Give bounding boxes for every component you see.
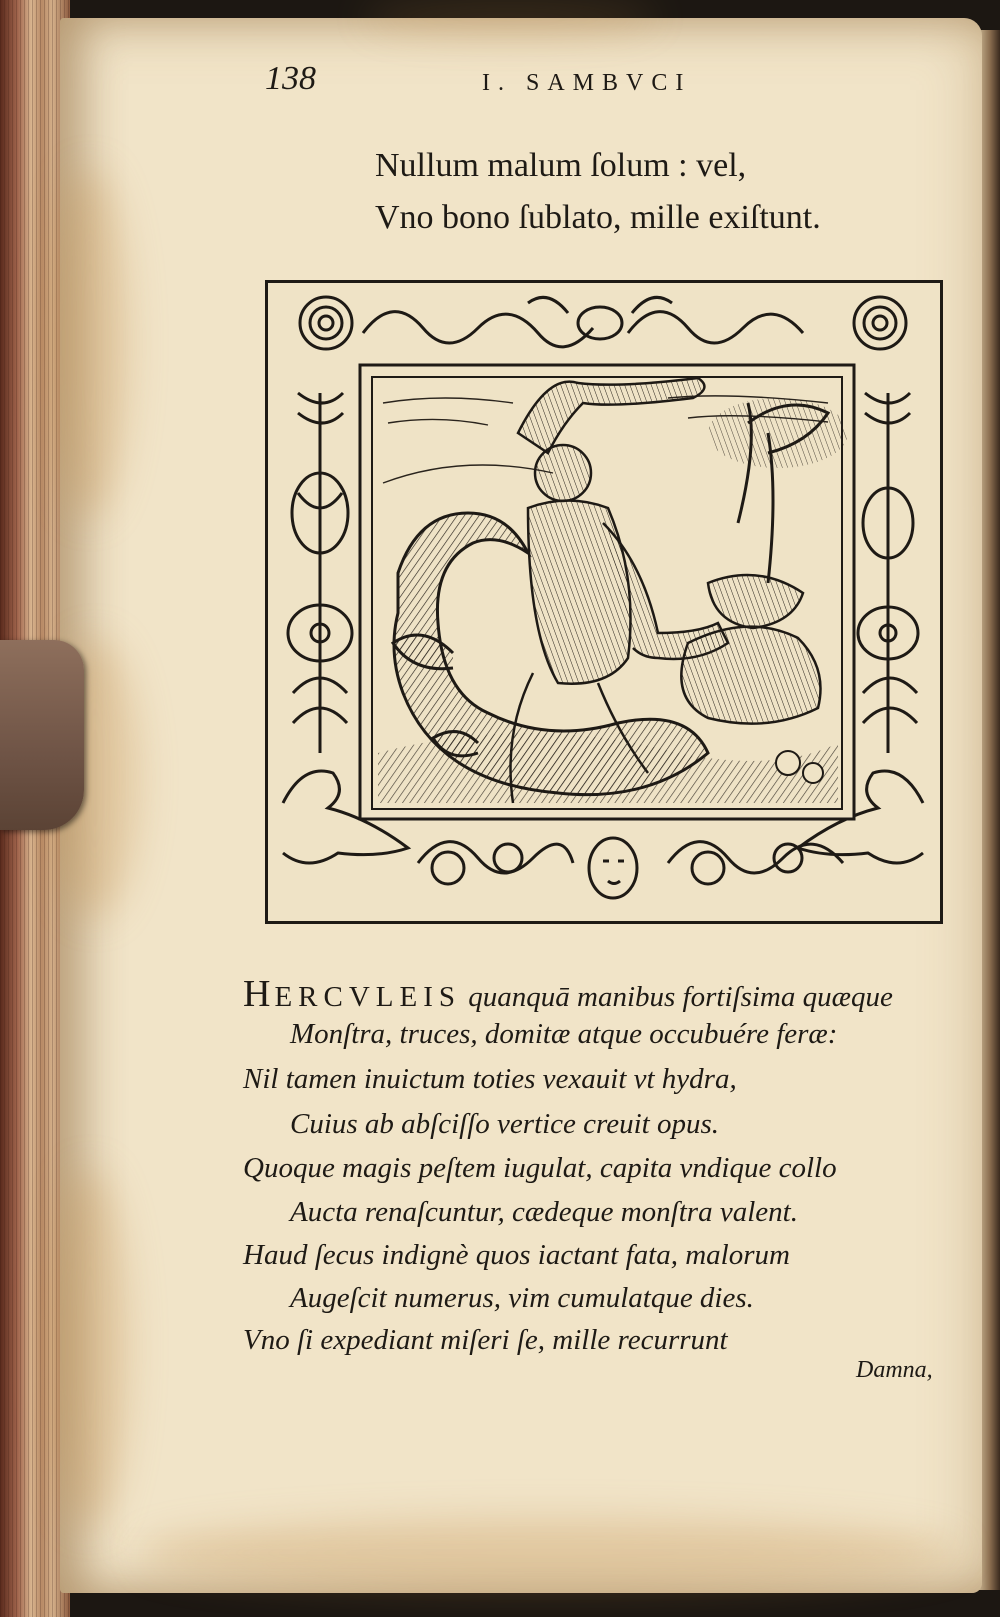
- verse-line-7: Haud ſecus indignè quos iactant fata, malorum: [243, 1239, 790, 1271]
- initial-capital: H: [243, 973, 275, 1015]
- verse-line-8: Augeſcit numerus, vim cumulatque dies.: [290, 1282, 754, 1314]
- book-clasp: [0, 640, 84, 830]
- verse-line-4: Cuius ab abſciſſo vertice creuit opus.: [290, 1108, 720, 1140]
- verse-line-5: Quoque magis peſtem iugulat, capita vndique collo: [243, 1152, 837, 1184]
- motto-line-2: Vno bono ſublato, mille exiſtunt.: [375, 199, 821, 236]
- catchword: Damna,: [856, 1357, 933, 1383]
- page-number: 138: [265, 60, 316, 97]
- emblem-woodcut: [265, 280, 943, 924]
- initial-word-rest: ERCVLEIS: [274, 981, 462, 1013]
- running-head-author: I. SAMBVCI: [482, 70, 692, 96]
- verse-line-6: Aucta renaſcuntur, cædeque monſtra valent.: [290, 1196, 798, 1228]
- verse-initial-word: [243, 973, 462, 1015]
- verse-line-2: Monſtra, truces, domitæ atque occubuére feræ:: [290, 1018, 838, 1050]
- verse-line-1: [243, 972, 893, 1016]
- verse-line-1-rest: quanquā manibus fortiſsima quæque: [461, 981, 893, 1013]
- verse-line-3: Nil tamen inuictum toties vexauit vt hydra,: [243, 1063, 737, 1095]
- verse-line-9: Vno ſi expediant miſeri ſe, mille recurrunt: [243, 1324, 728, 1356]
- ornamental-border-icon: [268, 283, 940, 921]
- motto-line-1: Nullum malum ſolum : vel,: [375, 147, 747, 184]
